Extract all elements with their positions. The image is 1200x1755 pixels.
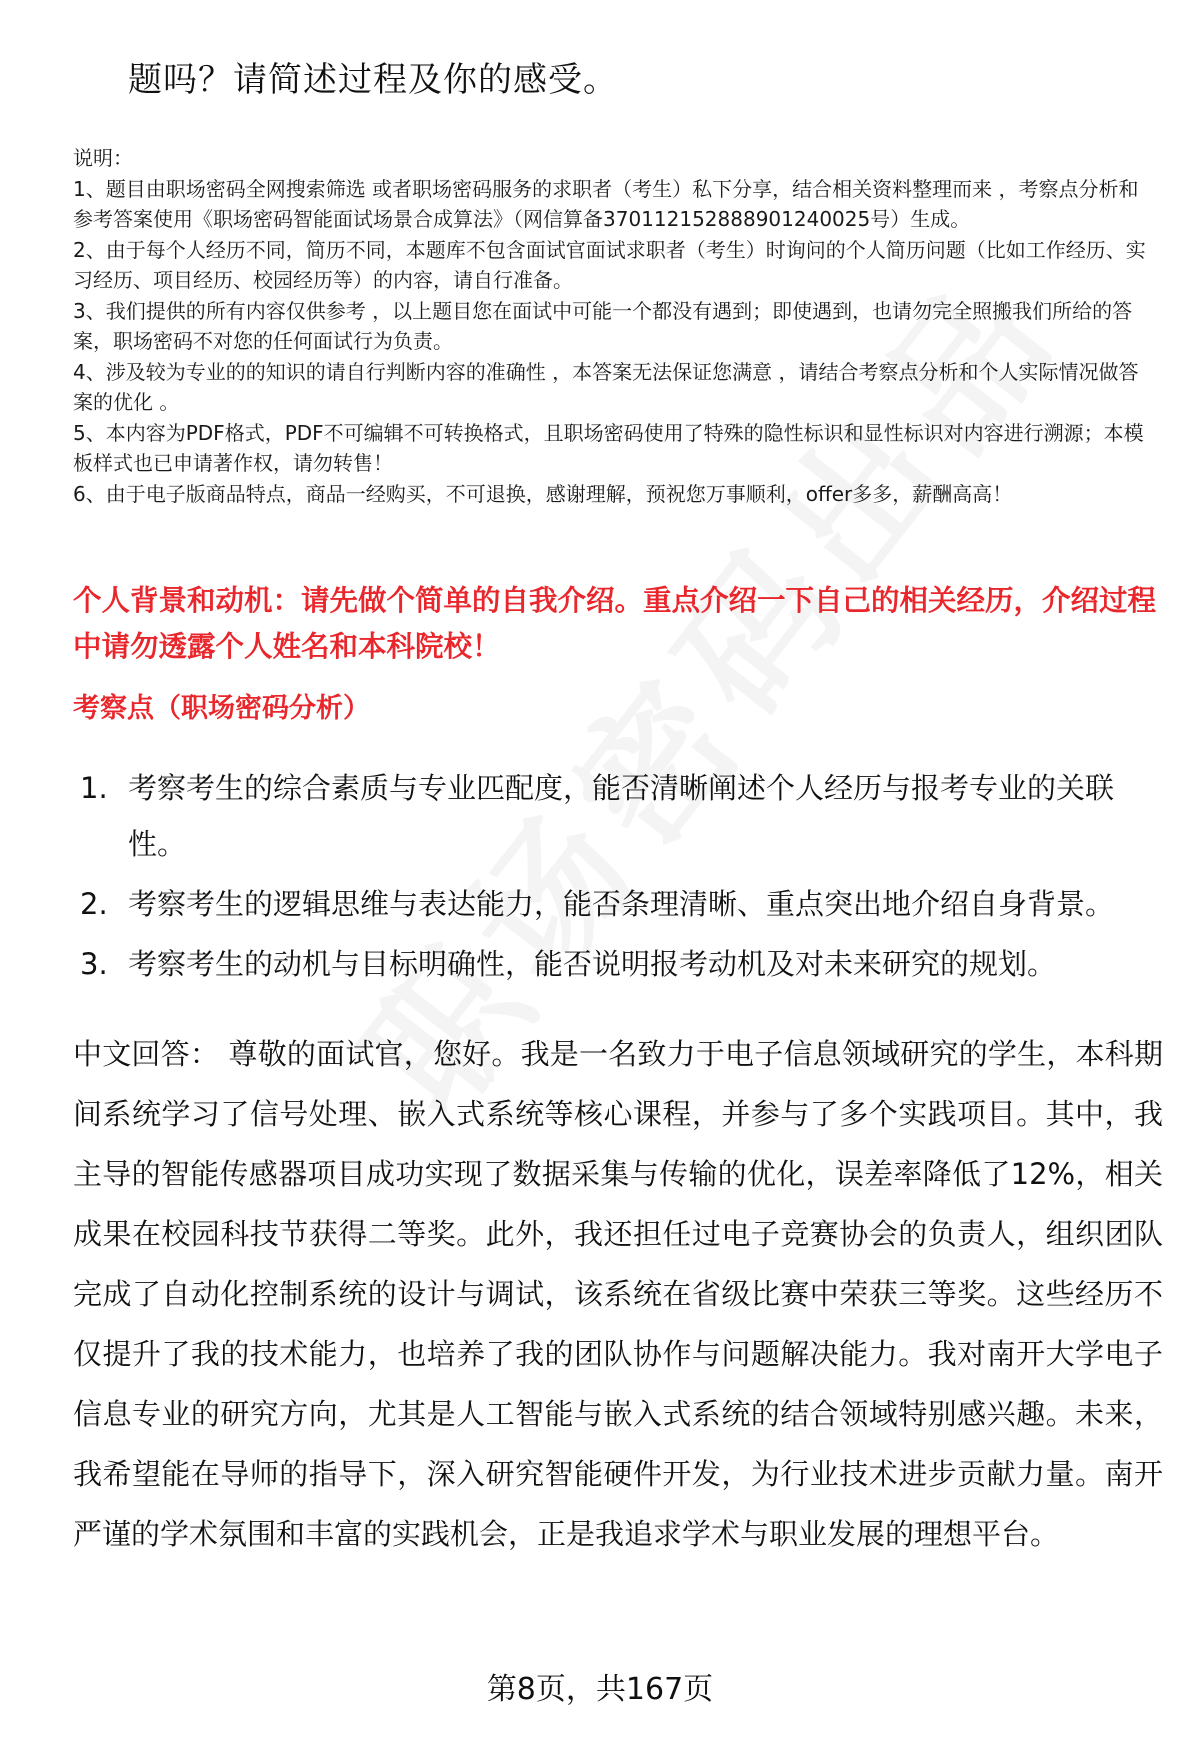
note-item: 1、题目由职场密码全网搜索筛选 或者职场密码服务的求职者（考生）私下分享，结合相关资料整理而来 ，考察点分析和参考答案使用《职场密码智能面试场景合成算法》（网信算备370112152888901240025号）生成。: [73, 176, 1139, 231]
notes-section: [73, 143, 1158, 509]
analysis-point: [80, 876, 1160, 932]
analysis-heading: 考察点（职场密码分析）: [73, 693, 370, 724]
point-number: 2.: [80, 887, 108, 921]
point-text: 考察考生的综合素质与专业匹配度，能否清晰阐述个人经历与报考专业的关联性。: [128, 771, 1115, 861]
note-item: 4、涉及较为专业的的知识的请自行判断内容的准确性 ，本答案无法保证您满意 ，请结合考察点分析和个人实际情况做答案的优化 。: [73, 359, 1139, 414]
note-item: 2、由于每个人经历不同，简历不同，本题库不包含面试官面试求职者（考生）时询问的个人简历问题（比如工作经历、实习经历、项目经历、校园经历等）的内容，请自行准备。: [73, 237, 1146, 292]
note-item: 5、本内容为PDF格式，PDF不可编辑不可转换格式，且职场密码使用了特殊的隐性标识和显性标识对内容进行溯源；本模板样式也已申请著作权，请勿转售！: [73, 420, 1144, 475]
note-item: 3、我们提供的所有内容仅供参考 ，以上题目您在面试中可能一个都没有遇到；即使遇到，也请勿完全照搬我们所给的答案，职场密码不对您的任何面试行为负责。: [73, 298, 1133, 353]
chinese-answer: 中文回答： 尊敬的面试官，您好。我是一名致力于电子信息领域研究的学生，本科期间系统学习了信号处理、嵌入式系统等核心课程，并参与了多个实践项目。其中，我主导的智能传感器项目成功实现了数据采集与传输的优化，误差率降低了12%，相关成果在校园科技节获得二等奖。此外，我还担任过电子竞赛协会的负责人，组织团队完成了自动化控制系统的设计与调试，该系统在省级比赛中荣获三等奖。这些经历不仅提升了我的技术能力，也培养了我的团队协作与问题解决能力。我对南开大学电子信息专业的研究方向，尤其是人工智能与嵌入式系统的结合领域特别感兴趣。未来，我希望能在导师的指导下，深入研究智能硬件开发，为行业技术进步贡献力量。南开严谨的学术氛围和丰富的实践机会，正是我追求学术与职业发展的理想平台。: [73, 1037, 1163, 1551]
point-number: 1.: [80, 771, 108, 805]
analysis-points-list: [80, 760, 1160, 996]
question-text-continued: 题吗？请简述过程及你的感受。: [128, 60, 618, 100]
point-text: 考察考生的动机与目标明确性，能否说明报考动机及对未来研究的规划。: [128, 947, 1057, 981]
notes-heading: 说明：: [73, 146, 133, 170]
page-number: 第8页，共167页: [486, 1672, 714, 1707]
analysis-point: [80, 936, 1160, 992]
point-number: 3.: [80, 947, 108, 981]
question-heading: 个人背景和动机：请先做个简单的自我介绍。重点介绍一下自己的相关经历，介绍过程中请勿透露个人姓名和本科院校！: [73, 584, 1157, 663]
note-item: 6、由于电子版商品特点，商品一经购买，不可退换，感谢理解，预祝您万事顺利，offer多多，薪酬高高！: [73, 481, 1013, 506]
point-text: 考察考生的逻辑思维与表达能力，能否条理清晰、重点突出地介绍自身背景。: [128, 887, 1115, 921]
analysis-point: [80, 760, 1160, 872]
